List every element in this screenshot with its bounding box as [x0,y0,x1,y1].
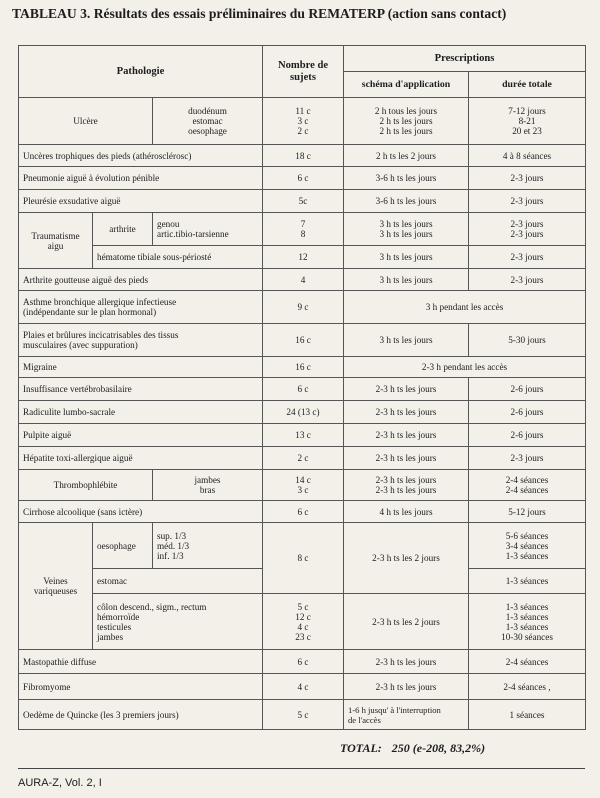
duration-cell: 2-4 séances 2-4 séances [469,470,586,501]
sub-label: sup. 1/3 méd. 1/3 inf. 1/3 [153,523,263,569]
subject-count: 13 c [263,424,344,447]
duration-cell: 2-6 jours [469,378,586,401]
pathology-label: Insuffisance vertébrobasilaire [19,378,263,401]
sub-label: estomac [93,569,263,594]
duration-cell: 2-6 jours [469,424,586,447]
duration-cell: 5-6 séances 3-4 séances 1-3 séances [469,523,586,569]
header-schema: schéma d'application [344,72,469,98]
schema-cell: 2-3 h ts les jours [344,424,469,447]
sub-label: genou artic.tibio-tarsienne [153,213,263,246]
journal-footer: AURA-Z, Vol. 2, I [18,777,102,789]
table-row [19,98,586,145]
header-nombre: Nombre de sujets [263,46,344,98]
pathology-label: Oedème de Quincke (les 3 premiers jours) [19,700,263,730]
total-label: TOTAL: [340,741,382,755]
subject-count: 6 c [263,650,344,674]
subject-count: 16 c [263,357,344,378]
table-row [19,523,586,569]
table-row [19,213,586,246]
schema-cell: 3 h ts les jours [344,324,469,357]
table-row [19,674,586,700]
duration-cell: 2-6 jours [469,401,586,424]
sub-label: côlon descend., sigm., rectum hémorroïde testicules jambes [93,594,263,650]
pathology-label: Mastopathie diffuse [19,650,263,674]
schema-cell: 3 h pendant les accès [344,291,586,324]
duration-cell: 2-3 jours 2-3 jours [469,213,586,246]
schema-cell: 2-3 h ts les jours [344,650,469,674]
pathology-label: Pulpite aiguë [19,424,263,447]
pathology-label: Migraine [19,357,263,378]
duration-cell: 1-3 séances 1-3 séances 1-3 séances 10-30 séances [469,594,586,650]
results-table [18,45,586,730]
schema-cell: 2-3 h ts les jours [344,378,469,401]
sub-label: arthrite [93,213,153,246]
table-row [19,378,586,401]
subject-count: 5c [263,190,344,213]
duration-cell: 7-12 jours 8-21 20 et 23 [469,98,586,145]
table-row [19,167,586,190]
pathology-label: Thrombophlébite [19,470,153,501]
schema-cell: 2 h ts les 2 jours [344,145,469,167]
schema-cell: 2-3 h ts les jours 2-3 h ts les jours [344,470,469,501]
pathology-label: Veines variqueuses [19,523,93,650]
duration-cell: 2-4 séances [469,650,586,674]
pathology-label: Cirrhose alcoolique (sans ictère) [19,501,263,523]
footer-divider [18,768,585,769]
subject-count: 5 c 12 c 4 c 23 c [263,594,344,650]
schema-cell: 2-3 h pendant les accès [344,357,586,378]
duration-cell: 2-3 jours [469,190,586,213]
table-row [19,700,586,730]
table-row [19,357,586,378]
schema-cell: 4 h ts les jours [344,501,469,523]
table-row [19,269,586,291]
table-row [19,401,586,424]
table-row [19,190,586,213]
duration-cell: 5-12 jours [469,501,586,523]
pathology-label: Asthme bronchique allergique infectieuse (indépendante sur le plan hormonal) [19,291,263,324]
schema-cell: 1-6 h jusqu' à l'interruption de l'accès [344,700,469,730]
schema-cell: 2 h tous les jours 2 h ts les jours 2 h ts les jours [344,98,469,145]
pathology-label: Plaies et brûlures incicatrisables des tissus musculaires (avec suppuration) [19,324,263,357]
subject-count: 12 [263,246,344,269]
duration-cell: 2-4 séances , [469,674,586,700]
subject-count: 11 c 3 c 2 c [263,98,344,145]
subject-count: 6 c [263,501,344,523]
pathology-label: Pleurésie exsudative aiguë [19,190,263,213]
table-row [19,470,586,501]
subject-count: 4 [263,269,344,291]
total-value: 250 (e-208, 83,2%) [391,741,486,755]
subject-count: 24 (13 c) [263,401,344,424]
subject-count: 4 c [263,674,344,700]
pathology-label: Ulcère [19,98,153,145]
duration-cell: 2-3 jours [469,246,586,269]
pathology-label: Traumatisme aigu [19,213,93,269]
header-pathologie: Pathologie [19,46,263,98]
table-row [19,447,586,470]
schema-cell: 2-3 h ts les jours [344,401,469,424]
schema-cell: 3 h ts les jours 3 h ts les jours [344,213,469,246]
subject-count: 6 c [263,378,344,401]
pathology-label: Radiculite lumbo-sacrale [19,401,263,424]
duration-cell: 2-3 jours [469,167,586,190]
table-row [19,291,586,324]
header-duree: durée totale [469,72,586,98]
schema-cell: 2-3 h ts les 2 jours [344,523,469,594]
sub-label: duodénum estomac oesophage [153,98,263,145]
schema-cell: 2-3 h ts les jours [344,447,469,470]
table-title: TABLEAU 3. Résultats des essais préliminaires du REMATERP (action sans contact) [12,6,507,21]
subject-count: 2 c [263,447,344,470]
table-row [19,145,586,167]
pathology-label: Fibromyome [19,674,263,700]
table-row [19,246,586,269]
pathology-label: Pneumonie aiguë à évolution pénible [19,167,263,190]
pathology-label: Arthrite goutteuse aiguë des pieds [19,269,263,291]
subject-count: 6 c [263,167,344,190]
sub-label: jambes bras [153,470,263,501]
sub-label: oesophage [93,523,153,569]
schema-cell: 3 h ts les jours [344,246,469,269]
schema-cell: 3-6 h ts les jours [344,167,469,190]
subject-count: 5 c [263,700,344,730]
duration-cell: 2-3 jours [469,269,586,291]
schema-cell: 3 h ts les jours [344,269,469,291]
duration-cell: 2-3 jours [469,447,586,470]
schema-cell: 2-3 h ts les 2 jours [344,594,469,650]
subject-count: 14 c 3 c [263,470,344,501]
pathology-label: Hépatite toxi-allergique aiguë [19,447,263,470]
table-row [19,650,586,674]
table-row [19,501,586,523]
duration-cell: 5-30 jours [469,324,586,357]
total-line [340,741,485,756]
schema-cell: 3-6 h ts les jours [344,190,469,213]
table-row [19,324,586,357]
pathology-label: Uncères trophiques des pieds (athérosclérosc) [19,145,263,167]
table-row [19,424,586,447]
header-prescriptions: Prescriptions [344,46,586,72]
duration-cell: 1-3 séances [469,569,586,594]
subject-count: 18 c [263,145,344,167]
table-row [19,594,586,650]
sub-label: hématome tibiale sous-périosté [93,246,263,269]
schema-cell: 2-3 h ts les jours [344,674,469,700]
subject-count: 8 c [263,523,344,594]
duration-cell: 4 à 8 séances [469,145,586,167]
subject-count: 7 8 [263,213,344,246]
header-row [19,46,586,72]
duration-cell: 1 séances [469,700,586,730]
subject-count: 16 c [263,324,344,357]
subject-count: 9 c [263,291,344,324]
